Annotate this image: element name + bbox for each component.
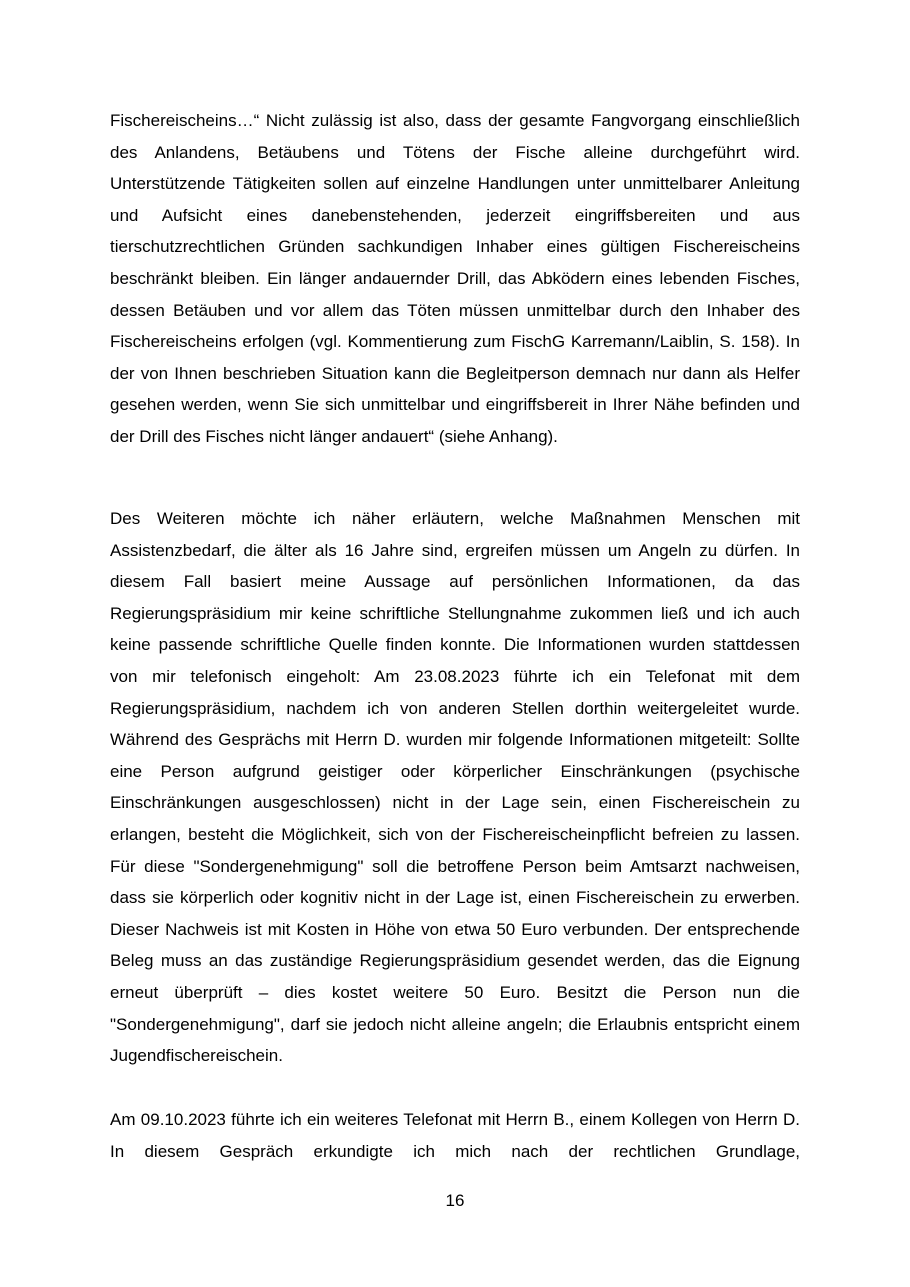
body-paragraph-1: Fischereischeins…“ Nicht zulässig ist also, dass der gesamte Fangvorgang einschließlich des Anlandens, Betäubens und Tötens der Fische alleine durchgeführt wird. Unterstützende Tätigkeiten sollen auf einzelne Handlungen unter unmittelbarer Anleitung und Aufsicht eines danebenstehenden, jederzeit eingriffsbereiten und aus tierschutzrechtlichen Gründen sachkundigen Inhaber eines gültigen Fischereischeins beschränkt bleiben. Ein länger andauernder Drill, das Abködern eines lebenden Fisches, dessen Betäuben und vor allem das Töten müssen unmittelbar durch den Inhaber des Fischereischeins erfolgen (vgl. Kommentierung zum FischG Karremann/Laiblin, S. 158). In der von Ihnen beschrieben Situation kann die Begleitperson demnach nur dann als Helfer gesehen werden, wenn Sie sich unmittelbar und eingriffsbereit in Ihrer Nähe befinden und der Drill des Fisches nicht länger andauert“ (siehe Anhang). <box>110 111 800 446</box>
body-paragraph-3: Am 09.10.2023 führte ich ein weiteres Telefonat mit Herrn B., einem Kollegen von Herrn D. In diesem Gespräch erkundigte ich mich nach der rechtlichen Grundlage, <box>110 1110 800 1161</box>
page-number: 16 <box>445 1191 465 1210</box>
body-paragraph-2: Des Weiteren möchte ich näher erläutern, welche Maßnahmen Menschen mit Assistenzbedarf, die älter als 16 Jahre sind, ergreifen müssen um Angeln zu dürfen. In diesem Fall basiert meine Aussage auf persönlichen Informationen, da das Regierungspräsidium mir keine schriftliche Stellungnahme zukommen ließ und ich auch keine passende schriftliche Quelle finden konnte. Die Informationen wurden stattdessen von mir telefonisch eingeholt: Am 23.08.2023 führte ich ein Telefonat mit dem Regierungspräsidium, nachdem ich von anderen Stellen dorthin weitergeleitet wurde. Während des Gesprächs mit Herrn D. wurden mir folgende Informationen mitgeteilt: Sollte eine Person aufgrund geistiger oder körperlicher Einschränkungen (psychische Einschränkungen ausgeschlossen) nicht in der Lage sein, einen Fischereischein zu erlangen, besteht die Möglichkeit, sich von der Fischereischeinpflicht befreien zu lassen. Für diese "Sondergenehmigung" soll die betroffene Person beim Amtsarzt nachweisen, dass sie körperlich oder kognitiv nicht in der Lage ist, einen Fischereischein zu erwerben. Dieser Nachweis ist mit Kosten in Höhe von etwa 50 Euro verbunden. Der entsprechende Beleg muss an das zuständige Regierungspräsidium gesendet werden, das die Eignung erneut überprüft – dies kostet weitere 50 Euro. Besitzt die Person nun die "Sondergenehmigung", darf sie jedoch nicht alleine angeln; die Erlaubnis entspricht einem Jugendfischereischein. <box>110 509 800 1066</box>
